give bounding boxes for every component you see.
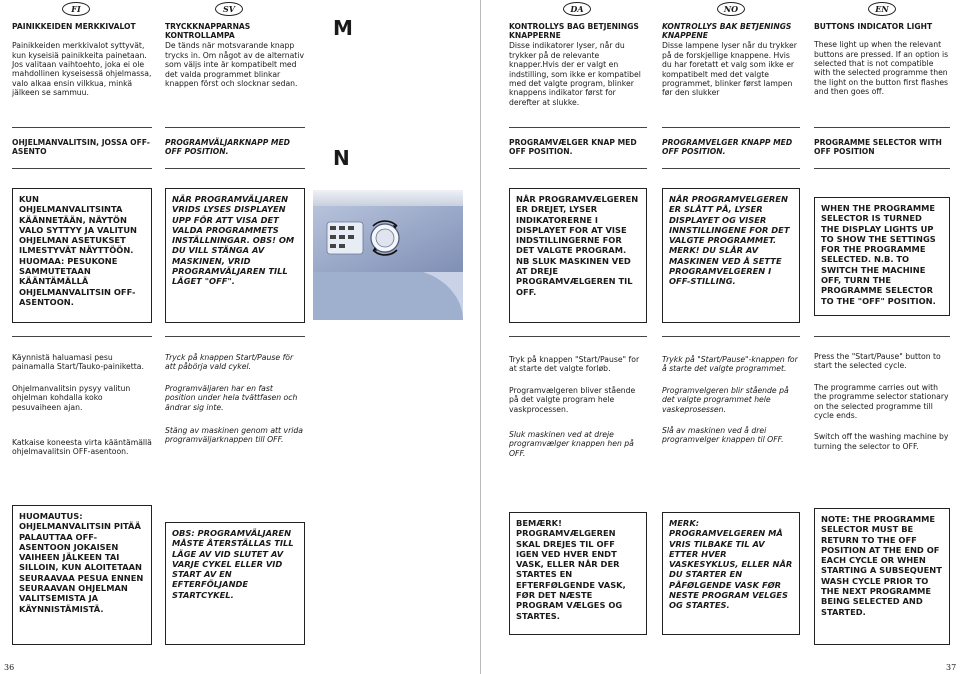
section-letter-m: M bbox=[333, 16, 353, 40]
en-rule-1 bbox=[814, 127, 950, 128]
fi-step-start: Käynnistä haluamasi pesu painamalla Start/Tauko-painiketta. bbox=[12, 353, 144, 372]
sv-steps bbox=[165, 353, 305, 457]
en-step-off: Switch off the washing machine by turning the selector to OFF. bbox=[814, 432, 949, 451]
lang-badge-fi: FI bbox=[62, 2, 90, 16]
en-indicator-title: BUTTONS INDICATOR LIGHT bbox=[814, 22, 933, 31]
no-steps bbox=[662, 355, 800, 457]
da-indicator-text: Disse indikatorer lyser, når du trykker på de relevante knapper.Hvis der er valgt en indstilling, som ikke er kompatibel med det valgte program, blinker knappens indikator først for derefter at slukke. bbox=[509, 41, 641, 107]
fi-selector-heading-wrap bbox=[12, 138, 152, 156]
sv-column bbox=[165, 22, 305, 88]
sv-selector-heading-wrap bbox=[165, 138, 305, 156]
fi-rule-1 bbox=[12, 127, 152, 128]
fi-indicator-text: Painikkeiden merkkivalot syttyvät, kun kyseisiä painikkeita painetaan. Jos valitaan vaihtoehto, joka ei ole mahdollinen kyseisessä ohjelmassa, valo alkaa ensin vilkkua, minkä jälkeen se sammuu. bbox=[12, 41, 152, 98]
lang-badge-no: NO bbox=[717, 2, 745, 16]
sv-step-off: Stäng av maskinen genom att vrida programväljarknappen till OFF. bbox=[165, 426, 303, 445]
sv-indicator-text: De tänds när motsvarande knapp trycks in. Om något av de alternativ som väljs inte är kompatibelt med det valda programmet blinkar knappen först och slocknar sedan. bbox=[165, 41, 305, 89]
no-indicator-text: Disse lampene lyser når du trykker på de forskjellige knappene. Hvis du har foretatt et valg som ikke er kompatibelt med det valgte programmet, blinker først lampen før den slukker bbox=[662, 41, 797, 98]
da-column bbox=[509, 22, 647, 107]
no-indicator-title: KONTROLLYS BAK BETJENINGS KNAPPENE bbox=[662, 22, 792, 41]
da-step-start: Tryk på knappen "Start/Pause" for at starte det valgte forløb. bbox=[509, 355, 640, 374]
en-selector-title: PROGRAMME SELECTOR WITH OFF POSITION bbox=[814, 138, 942, 157]
fi-selector-note-box: KUN OHJELMANVALITSINTA KÄÄNNETÄÄN, NÄYTÖN VALO SYTTYY JA VALITUN OHJELMAN ASETUKSET ILMESTYVÄT NÄYTTÖÖN. HUOMAA: PESUKONE SAMMUTETAAN KÄÄNTÄMÄLLÄ OHJELMANVALITSIN OFF-ASENTOON. bbox=[12, 188, 152, 323]
fi-step-off: Katkaise koneesta virta kääntämällä ohjelmavalitsin OFF-asentoon. bbox=[12, 438, 152, 457]
lang-badge-sv: SV bbox=[215, 2, 243, 16]
da-indicator-title: KONTROLLYS BAG BETJENINGS KNAPPERNE bbox=[509, 22, 639, 41]
lang-badge-da: DA bbox=[563, 2, 591, 16]
fi-step-stationary: Ohjelmanvalitsin pysyy valitun ohjelman kohdalla koko pesuvaiheen ajan. bbox=[12, 383, 131, 412]
sv-rule-2 bbox=[165, 168, 305, 169]
da-step-stationary: Programvælgeren bliver stående på det valgte program hele vaskprocessen. bbox=[509, 385, 636, 414]
section-letter-n: N bbox=[333, 146, 350, 170]
sv-rule-3 bbox=[165, 336, 305, 337]
page-number-right: 37 bbox=[946, 663, 957, 672]
sv-rule-1 bbox=[165, 127, 305, 128]
en-rule-2 bbox=[814, 168, 950, 169]
no-rule-2 bbox=[662, 168, 800, 169]
da-selector-note-box: NÅR PROGRAMVÆLGEREN ER DREJET, LYSER INDIKATORERNE I DISPLAYET FOR AT VISE INDSTILLINGERNE FOR DET VALGTE PROGRAM. NB SLUK MASKINEN VED AT DREJE PROGRAMVÆLGEREN TIL OFF. bbox=[509, 188, 647, 323]
da-selector-title: PROGRAMVÆLGER KNAP MED OFF POSITION. bbox=[509, 138, 637, 157]
en-step-stationary: The programme carries out with the programme selector stationary on the selected programme till cycle ends. bbox=[814, 382, 949, 421]
no-step-off: Slå av maskinen ved å drei programvelger knappen til OFF. bbox=[662, 426, 784, 445]
da-rule-1 bbox=[509, 127, 647, 128]
fi-steps bbox=[12, 353, 152, 469]
fi-column bbox=[12, 22, 152, 98]
sv-indicator-title: TRYCKKNAPPARNAS KONTROLLAMPA bbox=[165, 22, 251, 41]
no-selector-title: PROGRAMVELGER KNAPP MED OFF POSITION. bbox=[662, 138, 793, 157]
da-rule-2 bbox=[509, 168, 647, 169]
fi-selector-title: OHJELMANVALITSIN, JOSSA OFF-ASENTO bbox=[12, 138, 150, 157]
da-rule-3 bbox=[509, 336, 647, 337]
en-selector-note-box: WHEN THE PROGRAMME SELECTOR IS TURNED THE DISPLAY LIGHTS UP TO SHOW THE SETTINGS FOR THE PROGRAMME SELECTED. N.B. TO SWITCH THE MACHINE OFF, TURN THE PROGRAMME SELECTOR TO THE "OFF" POSITION. bbox=[814, 197, 950, 316]
no-selector-heading-wrap bbox=[662, 138, 800, 156]
en-selector-heading-wrap bbox=[814, 138, 950, 156]
no-warning-box: MERK: PROGRAMVELGEREN MÅ VRIS TILBAKE TIL AV ETTER HVER VASKESYKLUS, ELLER NÅR DU STARTER EN PÅFØLGENDE VASK FØR NESTE PROGRAM VELGES OG STARTES. bbox=[662, 512, 800, 635]
fi-rule-2 bbox=[12, 168, 152, 169]
lang-badge-en: EN bbox=[868, 2, 896, 16]
sv-step-start: Tryck på knappen Start/Pause för att påbörja vald cykel. bbox=[165, 353, 294, 372]
sv-selector-title: PROGRAMVÄLJARKNAPP MED OFF POSITION. bbox=[165, 138, 290, 157]
no-rule-1 bbox=[662, 127, 800, 128]
no-rule-3 bbox=[662, 336, 800, 337]
en-column bbox=[814, 22, 950, 97]
sv-warning-box: OBS: PROGRAMVÄLJAREN MÅSTE ÅTERSTÄLLAS TILL LÄGE AV VID SLUTET AV VARJE CYKEL ELLER VID START AV EN EFTERFÖLJANDE STARTCYKEL. bbox=[165, 522, 305, 645]
en-indicator-text: These light up when the relevant buttons are pressed. If an option is selected that is not compatible with the selected programme then the light on the button first flashes and then goes off. bbox=[814, 40, 949, 97]
control-panel-svg bbox=[313, 190, 463, 320]
page-divider bbox=[480, 0, 481, 674]
fi-rule-3 bbox=[12, 336, 152, 337]
fi-indicator-title: PAINIKKEIDEN MERKKIVALOT bbox=[12, 22, 136, 31]
no-column bbox=[662, 22, 800, 98]
da-selector-heading-wrap bbox=[509, 138, 647, 156]
control-panel-illustration bbox=[313, 190, 463, 320]
da-warning-box: BEMÆRK! PROGRAMVÆLGEREN SKAL DREJES TIL OFF IGEN VED HVER ENDT VASK, ELLER NÅR DER STARTES EN EFTERFØLGENDE VASK, FØR DET NÆSTE PROGRAM VÆLGES OG STARTES. bbox=[509, 512, 647, 635]
sv-selector-note-box: NÄR PROGRAMVÄLJAREN VRIDS LYSES DISPLAYEN UPP FÖR ATT VISA DET VALDA PROGRAMMETS INSTÄLLNINGAR. OBS! OM DU VILL STÄNGA AV MASKINEN, VRID PROGRAMVÄLJAREN TILL LÄGET "OFF". bbox=[165, 188, 305, 323]
da-step-off: Sluk maskinen ved at dreje programvælger knappen hen på OFF. bbox=[509, 430, 634, 458]
en-rule-3 bbox=[814, 336, 950, 337]
page-number-left: 36 bbox=[4, 663, 15, 672]
sv-step-stationary: Programväljaren har en fast position under hela tvättfasen och ändrar sig inte. bbox=[165, 383, 298, 412]
no-selector-note-box: NÅR PROGRAMVELGEREN ER SLÅTT PÅ, LYSER DISPLAYET OG VISER INNSTILLINGENE FOR DET VALGTE PROGRAMMET. MERK! DU SLÅR AV MASKINEN VED Å SETTE PROGRAMVELGEREN I OFF-STILLING. bbox=[662, 188, 800, 323]
en-step-start: Press the "Start/Pause" button to start the selected cycle. bbox=[814, 352, 941, 371]
no-step-stationary: Programvelgeren blir stående på det valgte programmet hele vaskeprosessen. bbox=[662, 385, 789, 414]
en-steps bbox=[814, 352, 950, 463]
da-steps bbox=[509, 355, 647, 470]
en-warning-box: NOTE: THE PROGRAMME SELECTOR MUST BE RETURN TO THE OFF POSITION AT THE END OF EACH CYCLE OR WHEN STARTING A SUBSEQUENT WASH CYCLE PRIOR TO THE NEXT PROGRAMME BEING SELECTED AND STARTED. bbox=[814, 508, 950, 645]
no-step-start: Trykk på "Start/Pause"-knappen for å starte det valgte programmet. bbox=[662, 355, 798, 374]
fi-warning-box: HUOMAUTUS: OHJELMANVALITSIN PITÄÄ PALAUTTAA OFF-ASENTOON JOKAISEN VAIHEEN JÄLKEEN TAI SILLOIN, KUN ALOITETAAN SEURAAVAA PESUA ENNEN SEURAAVAN OHJELMAN VALITSEMISTA JA KÄYNNISTÄMISTÄ. bbox=[12, 505, 152, 645]
